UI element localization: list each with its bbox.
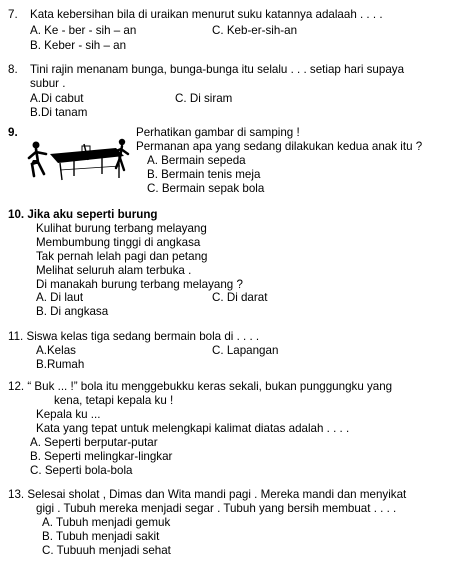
- q10-title: 10. Jika aku seperti burung: [8, 208, 158, 221]
- q11-option-a: A.Kelas: [36, 344, 76, 357]
- q11-option-b: B.Rumah: [36, 358, 85, 371]
- q7-option-a: A. Ke - ber - sih – an: [30, 24, 137, 37]
- q10-poem-line: Tak pernah lelah pagi dan petang: [36, 250, 208, 263]
- q12-question-line2: kena, tetapi kepala ku !: [54, 394, 174, 407]
- q7-question: Kata kebersihan bila di uraikan menurut suku katannya adalaah . . . .: [30, 8, 383, 21]
- q8-number: 8.: [8, 63, 18, 76]
- q10-question: Di manakah burung terbang melayang ?: [36, 278, 243, 291]
- table-tennis-players-icon: [24, 136, 132, 188]
- q7-number: 7.: [8, 8, 18, 21]
- q10-poem-line: Membumbung tinggi di angkasa: [36, 236, 201, 249]
- q13-option-a: A. Tubuh menjadi gemuk: [42, 516, 171, 529]
- q10-poem-line: Kulihat burung terbang melayang: [36, 222, 207, 235]
- q9-question-line2: Permanan apa yang sedang dilakukan kedua anak itu ?: [136, 140, 423, 153]
- q12-question-line3: Kepala ku ...: [36, 408, 101, 421]
- q8-option-c: C. Di siram: [175, 92, 233, 105]
- q9-option-c: C. Bermain sepak bola: [147, 182, 265, 195]
- q9-question-line1: Perhatikan gambar di samping !: [136, 126, 300, 139]
- q10-poem-line: Melihat seluruh alam terbuka .: [36, 264, 192, 277]
- q11-question: 11. Siswa kelas tiga sedang bermain bola di . . . .: [8, 330, 260, 343]
- q12-option-b: B. Seperti melingkar-lingkar: [30, 450, 173, 463]
- q13-option-b: B. Tubuh menjadi sakit: [42, 530, 160, 543]
- q8-question-line2: subur .: [30, 77, 66, 90]
- q13-option-c: C. Tubuuh menjadi sehat: [42, 544, 171, 557]
- q9-option-b: B. Bermain tenis meja: [147, 168, 261, 181]
- q10-option-a: A. Di laut: [36, 291, 84, 304]
- q8-option-b: B.Di tanam: [30, 106, 88, 119]
- q12-option-a: A. Seperti berputar-putar: [30, 436, 158, 449]
- q9-option-a: A. Bermain sepeda: [147, 154, 246, 167]
- q11-option-c: C. Lapangan: [212, 344, 279, 357]
- q10-option-c: C. Di darat: [212, 291, 268, 304]
- q7-option-c: C. Keb-er-sih-an: [212, 24, 298, 37]
- q8-question-line1: Tini rajin menanam bunga, bunga-bunga itu selalu . . . setiap hari supaya: [30, 63, 405, 76]
- q8-option-a: A.Di cabut: [30, 92, 84, 105]
- q10-option-b: B. Di angkasa: [36, 305, 109, 318]
- q13-question-line2: gigi . Tubuh mereka menjadi segar . Tubuh yang bersih membuat . . . .: [36, 502, 397, 515]
- q12-question-line1: 12. “ Buk ... !” bola itu menggebukku keras sekali, bukan punggungku yang: [8, 380, 393, 393]
- q7-option-b: B. Keber - sih – an: [30, 39, 127, 52]
- q13-question-line1: 13. Selesai sholat , Dimas dan Wita mandi pagi . Mereka mandi dan menyikat: [8, 488, 407, 501]
- q12-option-c: C. Seperti bola-bola: [30, 464, 133, 477]
- q9-number: 9.: [8, 126, 18, 139]
- q12-question-line4: Kata yang tepat untuk melengkapi kalimat diatas adalah . . . .: [36, 422, 350, 435]
